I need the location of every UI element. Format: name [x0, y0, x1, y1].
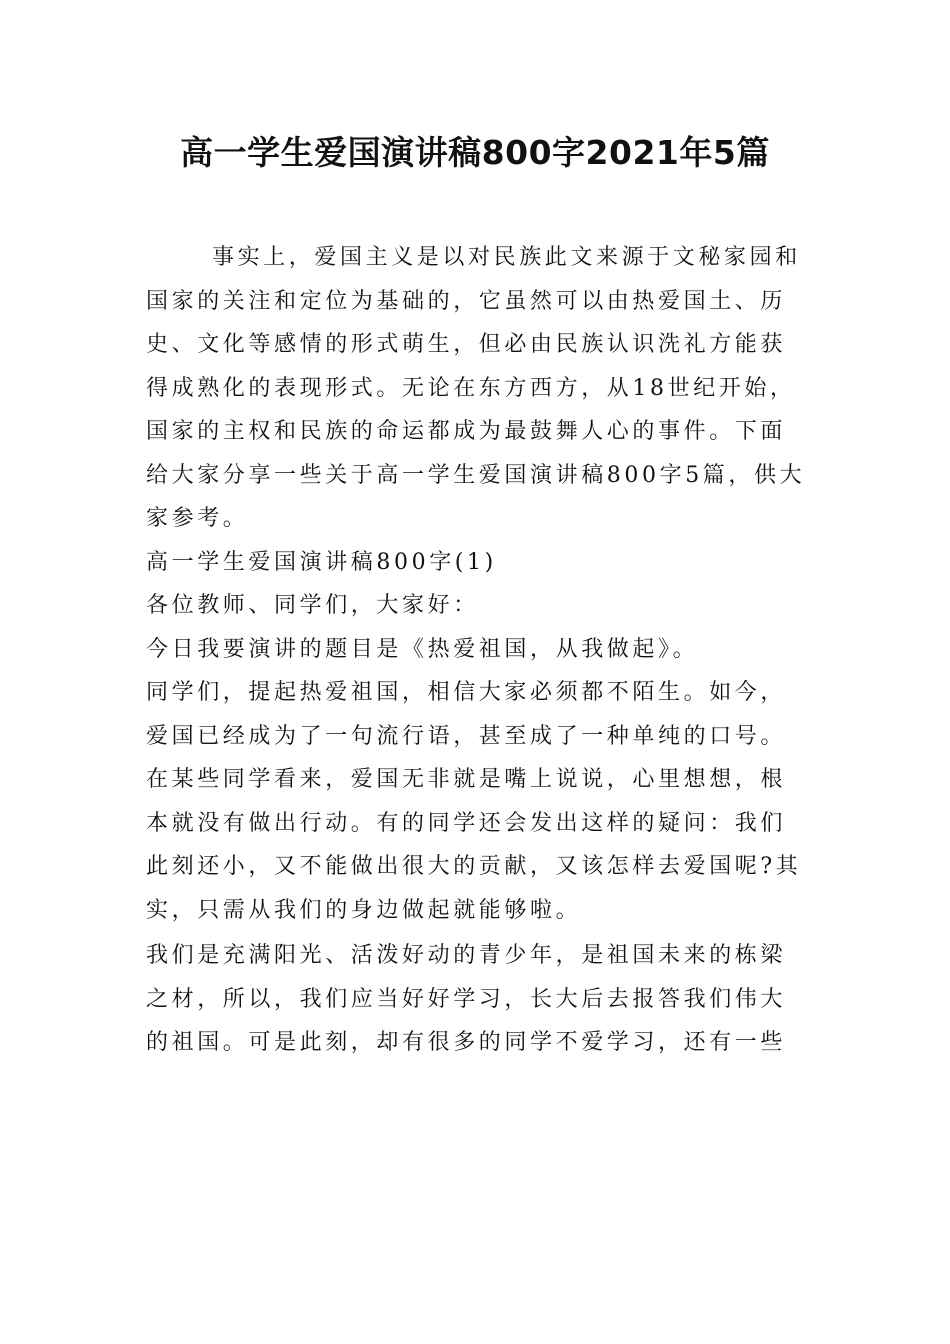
paragraph-line: 事实上，爱国主义是以对民族此文来源于文秘家园和: [212, 245, 801, 270]
paragraph-line: 之材，所以，我们应当好好学习，长大后去报答我们伟大: [146, 986, 787, 1012]
paragraph-line: 国家的主权和民族的命运都成为最鼓舞人心的事件。下面: [146, 419, 787, 444]
paragraph-line: 得成熟化的表现形式。无论在东方西方，从18世纪开始，: [146, 375, 796, 401]
paragraph-line: 我们是充满阳光、活泼好动的青少年，是祖国未来的栋梁: [146, 943, 787, 968]
document-body: [146, 236, 810, 1065]
paragraph-line: 史、文化等感情的形式萌生，但必由民族认识洗礼方能获: [146, 332, 787, 357]
paragraph-line: 爱国已经成为了一句流行语，甚至成了一种单纯的口号。: [146, 723, 787, 749]
paragraph-line: 今日我要演讲的题目是《热爱祖国，从我做起》。: [146, 636, 699, 662]
paragraph-line: 家参考。: [146, 506, 249, 531]
paragraph-line: 给大家分享一些关于高一学生爱国演讲稿800字5篇，供大: [146, 462, 806, 488]
paragraph-line: 国家的关注和定位为基础的，它虽然可以由热爱国土、历: [146, 288, 787, 314]
section-heading: 高一学生爱国演讲稿800字(1): [146, 549, 497, 575]
paragraph-line: 实，只需从我们的身边做起就能够啦。: [146, 897, 582, 923]
document-title: 高一学生爱国演讲稿800字2021年5篇: [180, 133, 770, 172]
paragraph-line: 同学们，提起热爱祖国，相信大家必须都不陌生。如今，: [146, 680, 787, 705]
paragraph-line: 本就没有做出行动。有的同学还会发出这样的疑问：我们: [146, 810, 787, 836]
paragraph-line: 在某些同学看来，爱国无非就是嘴上说说，心里想想，根: [146, 767, 787, 792]
paragraph-line: 的祖国。可是此刻，却有很多的同学不爱学习，还有一些: [146, 1030, 787, 1055]
paragraph-line: 此刻还小，又不能做出很大的贡献，又该怎样去爱国呢?其: [146, 854, 802, 879]
salutation-line: 各位教师、同学们，大家好：: [146, 593, 479, 618]
